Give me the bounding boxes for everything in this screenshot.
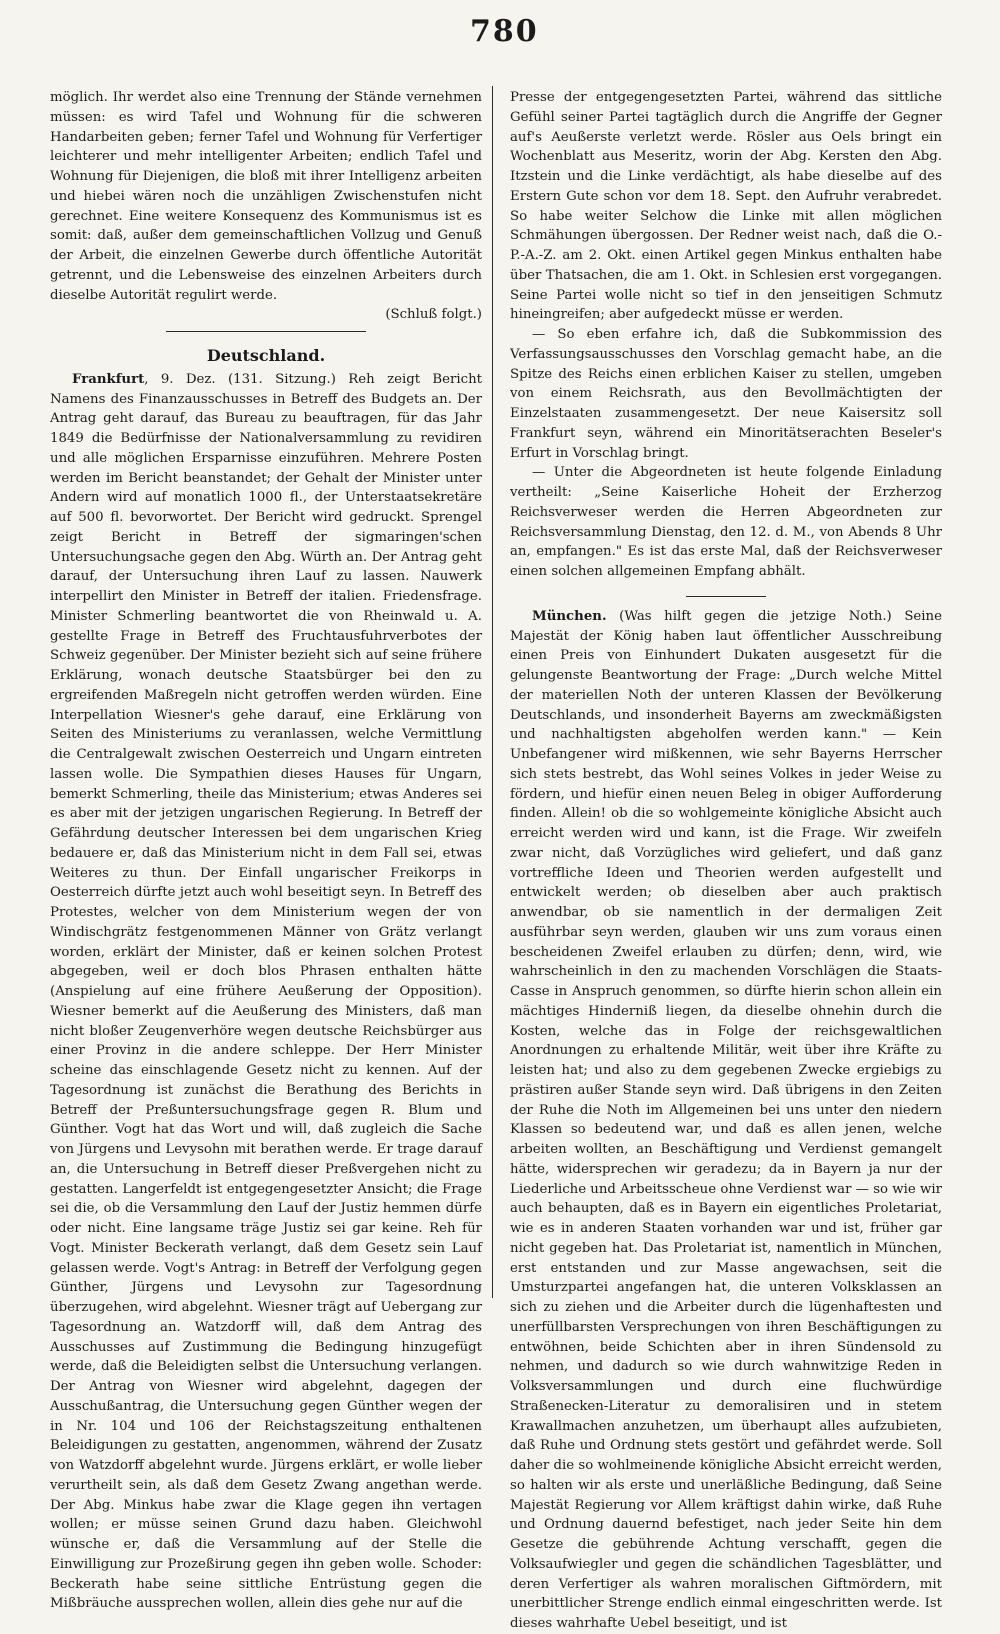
article-frankfurt [50, 370, 482, 1614]
page-number: 780 [470, 14, 539, 49]
column-divider [492, 86, 493, 1298]
section-divider [166, 331, 366, 332]
section-heading: Deutschland. [206, 346, 326, 365]
article-body: Seine Majestät der König haben laut öffentlicher Ausschreibung einen Preis von Einhundert Dukaten ausgesetzt für die gelungenste Beantwortung der Frage: „Durch welche Mittel der materiellen Noth der unteren Klassen der Bevölkerung Deutschlands, und insonderheit Bayerns am zweckmäßigsten und nachhaltigsten abgeholfen werden kann." — Kein Unbefangener wird mißkennen, wie sehr Bayerns Herrscher sich stets bestrebt, das Wohl seines Volkes in jeder Weise zu fördern, und hiefür einen neuen Beleg in obiger Aufforderung finden. Allein! ob die so wohlgemeinte königliche Absicht auch erreicht werden wird und kann, ist die Frage. Wir zweifeln zwar nicht, daß Vorzügliches wird geliefert, und daß ganz vortreffliche Ideen und Theorien werden aufgestellt und entwickelt werden; ob dieselben aber auch praktisch anwendbar, ob sie namentlich in der dermaligen Zeit ausführbar seyn werden, glauben wir uns zum voraus einen bescheidenen Zweifel erlauben zu dürfen; denn, wird, wie wahrscheinlich in den zu machenden Vorschlägen die Staats-Casse in Anspruch genommen, so dürfte hierin schon allein ein mächtiges Hinderniß liegen, da dieselbe ohnehin durch die Kosten, welche das in Folge der reichsgewaltlichen Anordnungen zu erhaltende Militär, weit über ihre Kräfte zu leisten hat; und also zu dem gegebenen Zwecke ergiebigs zu prästiren außer Stande seyn wird. Daß übrigens in den Zeiten der Ruhe die Noth im Allgemeinen bei uns unter den niedern Klassen so bedeutend war, und daß es allen jenen, welche arbeiten wollten, an Beschäftigung und Verdienst gemangelt hätte, widersprechen wir geradezu; da in Bayern ja nur der Liederliche und Arbeitsscheue ohne Verdienst war — so wie wir auch behaupten, daß es in Bayern ein eigentliches Proletariat, wie es in anderen Staaten vorhanden war und ist, früher gar nicht gegeben hat. Das Proletariat ist, namentlich in München, erst entstanden und zur Masse angewachsen, seit die Umsturzpartei angefangen hat, die unteren Volksklassen an sich zu ziehen und die Arbeiter durch die lügenhaftesten und unerfüllbarsten Versprechungen von ihren Beschäftigungen zu entwöhnen, beide Schichten aber in ihren Sündensold zu nehmen, und dadurch so wie durch wahnwitzige Reden in Volksversammlungen und durch eine fluchwürdige Straßenecken-Literatur zu demoralisiren und in stetem Krawallmachen anzuhetzen, um überhaupt alles aufzubieten, daß Ruhe und Ordnung stets gestört und gefährdet werde. Soll daher die so wohlmeinende königliche Absicht erreicht werden, so halten wir als erste und unerläßliche Bedingung, daß Seine Majestät Regierung vor Allem kräftigst dahin wirke, daß Ruhe und Ordnung dauernd befestiget, nach jeder Seite hin dem Gesetze die gebührende Achtung verschafft, gegen die Volksaufwiegler und gegen die schändlichen Tagesblätter, und deren Verfertiger als wahren moralischen Giftmördern, mit unerbittlicher Strenge endlich einmal eingeschritten werde. Ist dieses wahrhafte Uebel beseitigt, und ist [510, 608, 942, 1631]
dateline-place: München. [532, 608, 607, 624]
continued-article-text: möglich. Ihr werdet also eine Trennung der Stände vernehmen müssen: es wird Tafel und Wohnung für die schweren Handarbeiten geben; ferner Tafel und Wohnung für Verfertiger leichterer und mehr intelligenter Arbeiten; endlich Tafel und Wohnung für Diejenigen, die bloß mit ihrer Intelligenz arbeiten und hiebei wären noch die unzähligen Zwischenstufen nicht gerechnet. Eine weitere Konsequenz des Kommunismus ist es somit: daß, außer dem gemeinschaftlichen Vollzug und Genuß der Arbeit, die einzelnen Gewerbe durch öffentliche Autorität getrennt, und die Lebensweise des einzelnen Arbeiters durch dieselbe Autorität regulirt werde. [50, 90, 482, 303]
dateline-text: , 9. Dez. (131. Sitzung.) [144, 371, 349, 387]
article-divider [686, 596, 766, 597]
news-note: — So eben erfahre ich, daß die Subkommission des Verfassungsausschusses den Vorschlag gemacht habe, an die Spitze des Reichs einen erblichen Kaiser zu stellen, umgeben von einem Reichsrath, aus den Bevollmächtigten der Einzelstaaten zusammengesetzt. Der neue Kaisersitz soll Frankfurt seyn, während ein Minoritätserachten Beseler's Erfurt in Vorschlag bringt. [510, 327, 942, 461]
continued-note: (Schluß folgt.) [385, 307, 482, 323]
article-body: Reh zeigt Bericht Namens des Finanzausschusses in Betreff des Budgets an. Der Antrag geht darauf, das Bureau zu beauftragen, für das Jahr 1849 die Bedürfnisse der Nationalversammlung zu revidiren und alle möglichen Ersparnisse einzuführen. Mehrere Posten werden im Bericht beanstandet; der Gehalt der Minister unter Andern wird auf monatlich 1000 fl., der Unterstaatsekretäre auf 500 fl. bevorwortet. Der Bericht wird gedruckt. Sprengel zeigt Bericht in Betreff der sigmaringen'schen Untersuchungsache gegen den Abg. Würth an. Der Antrag geht darauf, der Untersuchung ihren Lauf zu lassen. Nauwerk interpellirt den Minister in Betreff der italien. Friedensfrage. Minister Schmerling beantwortet die von Rheinwald u. A. gestellte Frage in Betreff des Fruchtausfuhrverbotes der Schweiz gegenüber. Der Minister bezieht sich auf seine frühere Erklärung, wonach deutsche Staatsbürger bei den zu ergreifenden Maßregeln nicht getroffen werden würden. Eine Interpellation Wiesner's gehe darauf, eine Erklärung von Seiten des Ministeriums zu veranlassen, welche Vermittlung die Centralgewalt zwischen Oesterreich und Ungarn eintreten lassen wolle. Die Sympathien dieses Hauses für Ungarn, bemerkt Schmerling, theile das Ministerium; etwas Anderes sei es aber mit der jetzigen ungarischen Regierung. In Betreff der Gefährdung deutscher Interessen bei dem ungarischen Krieg bedauere er, daß das Ministerium nicht in dem Fall sei, etwas Weiteres zu thun. Der Einfall ungarischer Freikorps in Oesterreich dürfte jetzt auch wohl beseitigt seyn. In Betreff des Protestes, welcher von dem Ministerium wegen der von Windischgrätz festgenommenen Männer von Grätz verlangt worden, erklärt der Minister, daß er keinen solchen Protest abgegeben, weil er doch blos Phrasen enthalten hätte (Anspielung auf eine frühere Aeußerung der Opposition). Wiesner bemerkt auf die Aeußerung des Ministers, daß man nicht bloßer Zeugenverhöre wegen deutsche Reichsbürger aus einer Provinz in die andere schleppe. Der Herr Minister scheine das einschlagende Gesetz nicht zu kennen. Auf der Tagesordnung ist zunächst die Berathung des Berichts in Betreff der Preßuntersuchungsfrage gegen R. Blum und Günther. Vogt hat das Wort und will, daß zugleich die Sache von Jürgens und Levysohn mit berathen werde. Er trage darauf an, die Untersuchung in Betreff dieser Preßvergehen nicht zu gestatten. Langerfeldt ist entgegengesetzter Ansicht; die Frage sei die, ob die Versammlung den Lauf der Justiz hemmen dürfe oder nicht. Eine langsame träge Justiz sei gar keine. Reh für Vogt. Minister Beckerath verlangt, daß dem Gesetz sein Lauf gelassen werde. Vogt's Antrag: in Betreff der Verfolgung gegen Günther, Jürgens und Levysohn zur Tagesordnung überzugehen, wird abgelehnt. Wiesner trägt auf Uebergang zur Tagesordnung an. Watzdorff will, daß dem Antrag des Ausschusses auf Zustimmung die Bedingung hinzugefügt werde, daß die Beleidigten selbst die Untersuchung verlangen. Der Antrag von Wiesner wird abgelehnt, dagegen der Ausschußantrag, die Untersuchung gegen Günther wegen der in Nr. 104 und 106 der Reichstagszeitung enthaltenen Beleidigungen zu gestatten, angenommen, während der Zusatz von Watzdorff abgelehnt wurde. Jürgens erklärt, er wolle lieber verurtheilt sein, als daß dem Gesetz Zwang angethan werde. Der Abg. Minkus habe zwar die Klage gegen ihn vertagen wollen; er müsse seinen Grund dazu haben. Gleichwohl wünsche er, daß die Versammlung auf der Stelle die Einwilligung zur Prozeßirung gegen ihn geben wolle. Schoder: Beckerath habe seine sittliche Entrüstung gegen die Mißbräuche aussprechen wollen, allein dies gehe nur auf die [50, 371, 483, 1612]
article-subheading: (Was hilft gegen die jetzige Noth.) [606, 608, 905, 624]
continued-report-text: Presse der entgegengesetzten Partei, während das sittliche Gefühl seiner Partei tagtäglich durch die Angriffe der Gegner auf's Aeußerste verletzt werde. Rösler aus Oels bringt ein Wochenblatt aus Meseritz, worin der Abg. Kersten den Abg. Itzstein und die Linke verdächtigt, als habe dieselbe auf des Erstern Gute schon vor dem 18. Sept. den Aufruhr verabredet. So habe weiter Selchow die Linke mit allen möglichen Schmähungen übergossen. Der Redner weist nach, daß die O.-P.-A.-Z. am 2. Okt. einen Artikel gegen Minkus enthalten habe über Thatsachen, die am 1. Okt. in Schlesien erst vorgegangen. Seine Partei wolle nicht so tief in den jenseitigen Schmutz hineingreifen; aber aufgedeckt müsse er werden. [510, 90, 942, 323]
left-column [50, 88, 482, 1614]
article-muenchen [510, 607, 942, 1634]
news-note: — Unter die Abgeordneten ist heute folgende Einladung vertheilt: „Seine Kaiserliche Hoheit der Erzherzog Reichsverweser werden die Herren Abgeordneten zur Reichsversammlung Dienstag, den 12. d. M., von Abends 8 Uhr an, empfangen." Es ist das erste Mal, daß der Reichsverweser einen solchen allgemeinen Empfang abhält. [510, 465, 942, 579]
dateline-place: Frankfurt [72, 371, 145, 387]
right-column [510, 88, 942, 1634]
